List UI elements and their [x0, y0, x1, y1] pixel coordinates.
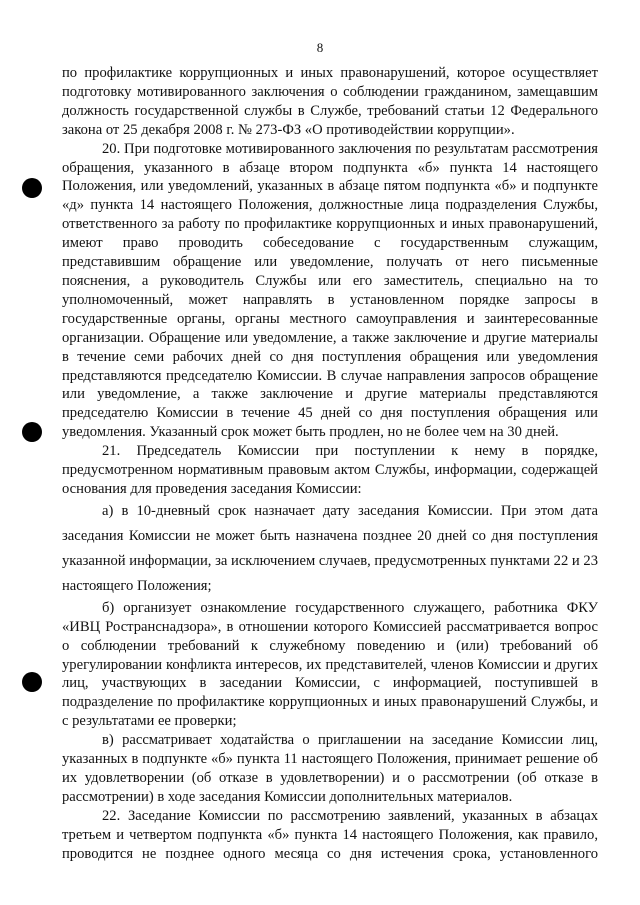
- page-number: 8: [316, 40, 324, 55]
- paragraph-subitem-b: б) организует ознакомление государственного служащего, работника ФКУ «ИВЦ Ространснадзора», в отношении которого Комиссией рассматривается вопрос о соблюдении требований к служебному поведению и (или) требований об урегулировании конфликта интересов, их представителей, членов Комиссии и других лиц, участвующих в заседании Комиссии, с информацией, поступившей в подразделение по профилактике коррупционных и иных правонарушений Службы, и с результатами ее проверки;: [62, 599, 598, 730]
- document-body: [62, 64, 598, 864]
- paragraph-subitem-v: в) рассматривает ходатайства о приглашении на заседание Комиссии лиц, указанных в подпункте «б» пункта 11 настоящего Положения, принимает решение об их удовлетворении (об отказе в удовлетворении) и о рассмотрении (об отказе в рассмотрении) в ходе заседания Комиссии дополнительных материалов.: [62, 732, 598, 805]
- paragraph-item-20: 20. При подготовке мотивированного заключения по результатам рассмотрения обращения, указанного в абзаце втором подпункта «б» пункта 14 настоящего Положения, или уведомлений, указанных в абзаце пятом подпункта «б» и подпункте «д» пункта 14 настоящего Положения, должностные лица подразделения Службы, ответственного за работу по профилактике коррупционных и иных правонарушений, имеют право проводить собеседование с государственным служащим, представившим обращение или уведомление, получать от него письменные пояснения, а руководитель Службы или его заместитель, специально на то уполномоченный, может направлять в установленном порядке запросы в государственные органы, органы местного самоуправления и заинтересованные организации. Обращение или уведомление, а также заключение и другие материалы в течение семи рабочих дней со дня поступления обращения или уведомления представляются председателю Комиссии. В случае направления запросов обращение или уведомление, а также заключение и другие материалы представляются председателю Комиссии в течение 45 дней со дня поступления обращения или уведомления. Указанный срок может быть продлен, но не более чем на 30 дней.: [62, 140, 598, 441]
- punch-hole: [22, 672, 42, 692]
- paragraph-continuation: по профилактике коррупционных и иных правонарушений, которое осуществляет подготовку мотивированного заключения о соблюдении гражданином, замещавшим должность государственной службы в Службе, требований статьи 12 Федерального закона от 25 декабря 2008 г. № 273-ФЗ «О противодействии коррупции».: [62, 65, 598, 138]
- punch-hole: [22, 178, 42, 198]
- punch-hole: [22, 422, 42, 442]
- paragraph-item-21: 21. Председатель Комиссии при поступлении к нему в порядке, предусмотренном нормативным правовым актом Службы, информации, содержащей основания для проведения заседания Комиссии:: [62, 443, 598, 497]
- paragraph-subitem-a: а) в 10-дневный срок назначает дату заседания Комиссии. При этом дата заседания Комиссии не может быть назначена позднее 20 дней со дня поступления указанной информации, за исключением случаев, предусмотренных пунктами 22 и 23 настоящего Положения;: [62, 502, 598, 594]
- paragraph-item-22: 22. Заседание Комиссии по рассмотрению заявлений, указанных в абзацах третьем и четвертом подпункта «б» пункта 14 настоящего Положения, как правило, проводится не позднее одного месяца со дня истечения срока, установленного: [62, 807, 598, 862]
